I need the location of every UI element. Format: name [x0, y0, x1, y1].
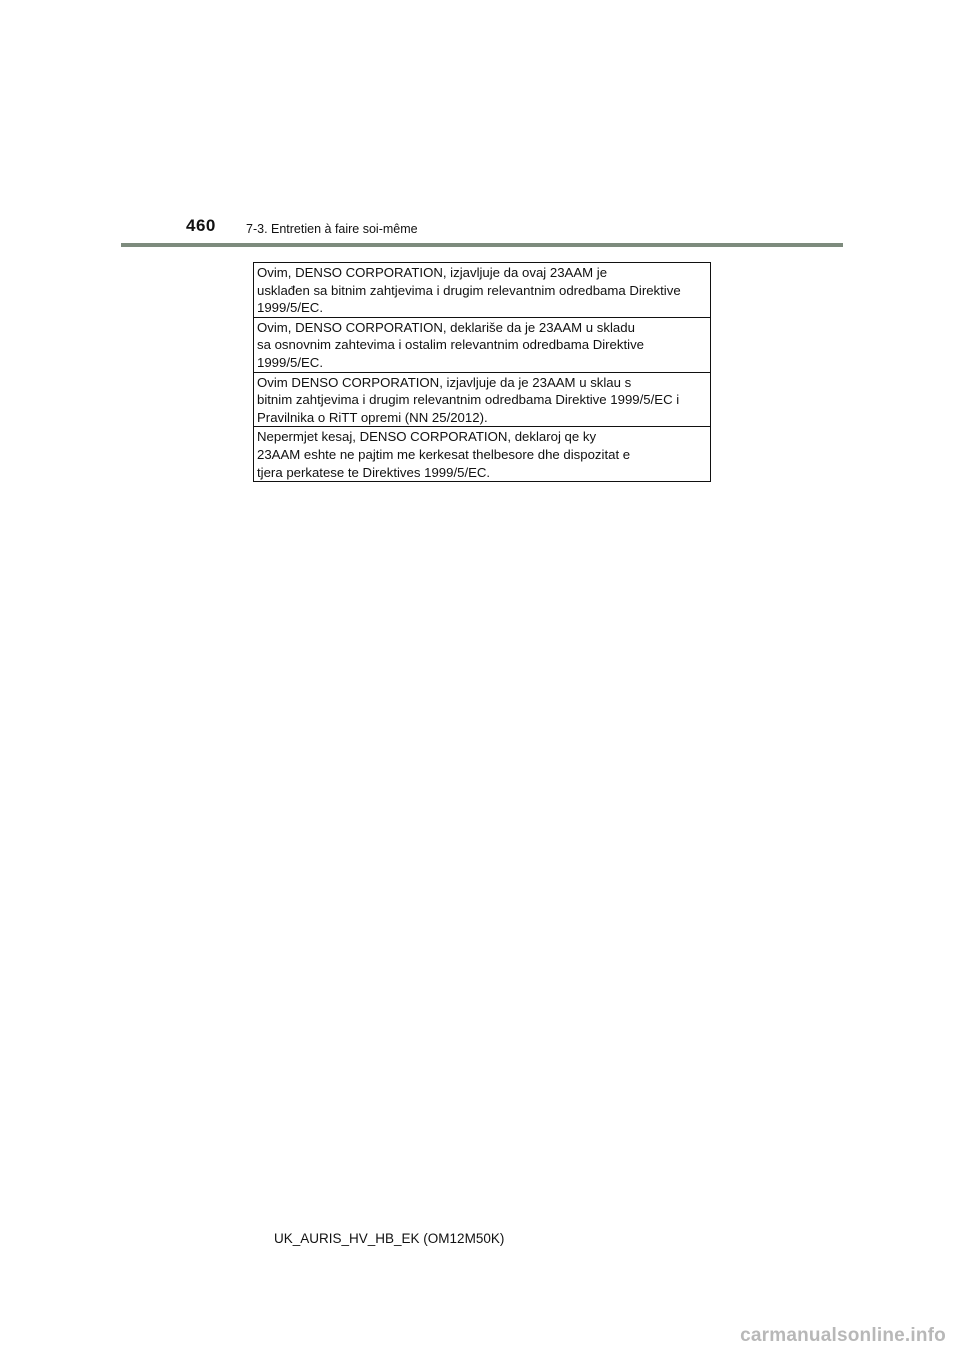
declaration-line: 1999/5/EC.: [257, 354, 323, 370]
declaration-serbian: [254, 317, 710, 372]
declaration-croatian: [254, 372, 710, 427]
declaration-line: Ovim, DENSO CORPORATION, izjavljuje da ovaj 23AAM je: [257, 265, 608, 280]
declaration-line: 1999/5/EC.: [257, 300, 323, 316]
declaration-line: Nepermjet kesaj, DENSO CORPORATION, deklaroj qe ky: [257, 429, 597, 445]
declaration-line: usklađen sa bitnim zahtjevima i drugim relevantnim odredbama Direktive: [257, 282, 681, 298]
section-title: 7-3. Entretien à faire soi-même: [246, 222, 418, 236]
declaration-box: [253, 262, 711, 482]
manual-code: UK_AURIS_HV_HB_EK (OM12M50K): [274, 1231, 505, 1246]
declaration-line: tjera perkatese te Direktives 1999/5/EC.: [257, 464, 491, 480]
declaration-albanian: [254, 426, 710, 481]
declaration-line: Ovim, DENSO CORPORATION, deklariše da je 23AAM u skladu: [257, 319, 635, 335]
header-divider: [121, 243, 843, 247]
declaration-line: bitnim zahtjevima i drugim relevantnim odredbama Direktive 1999/5/EC i: [257, 392, 680, 408]
declaration-line: Pravilnika o RiTT opremi (NN 25/2012).: [257, 409, 488, 425]
declaration-line: Ovim DENSO CORPORATION, izjavljuje da je 23AAM u sklau s: [257, 374, 632, 390]
declaration-bosnian: [254, 263, 710, 317]
watermark: carmanualsonline.info: [740, 1325, 946, 1346]
declaration-line: 23AAM eshte ne pajtim me kerkesat thelbesore dhe dispozitat e: [257, 446, 631, 462]
declaration-line: sa osnovnim zahtevima i ostalim relevantnim odredbama Direktive: [257, 337, 644, 353]
page-number: 460: [186, 216, 216, 235]
